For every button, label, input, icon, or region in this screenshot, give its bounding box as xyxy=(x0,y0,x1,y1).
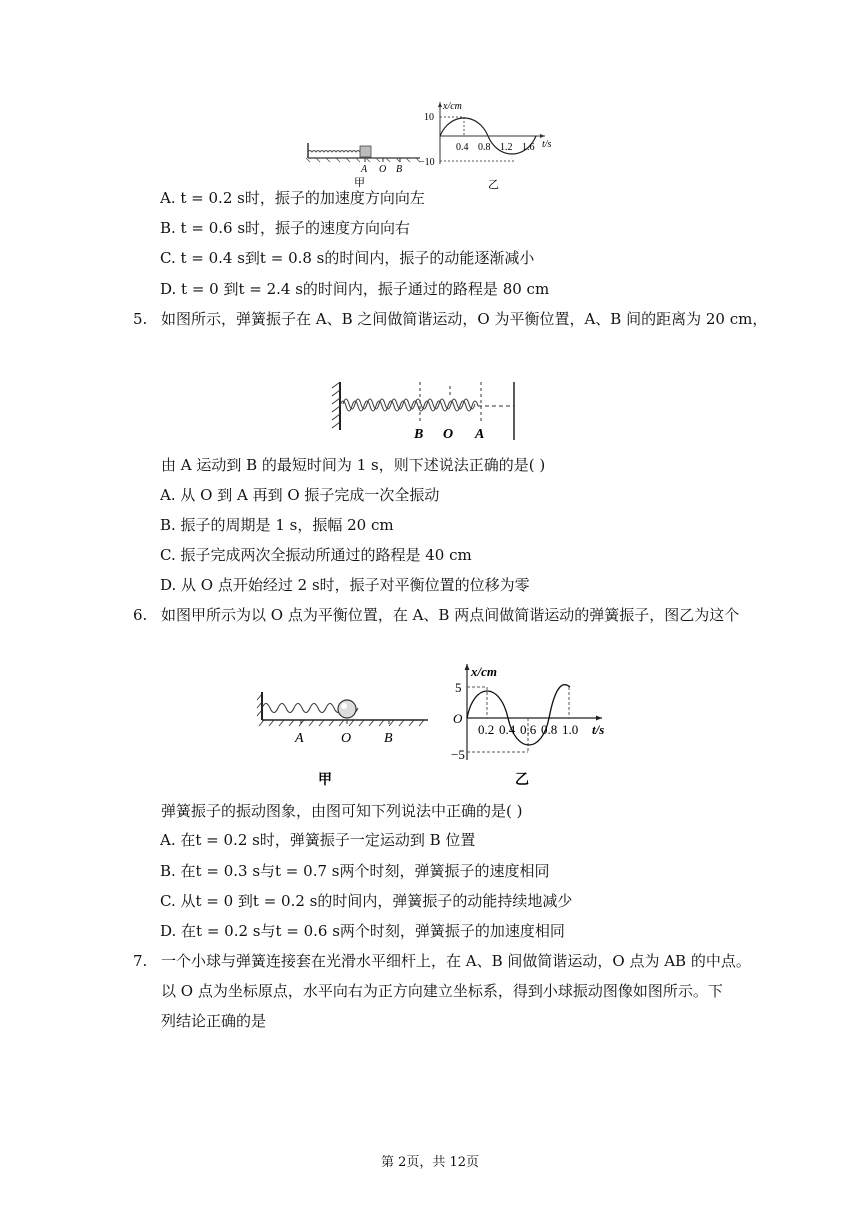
q5-stem-line1: 如图所示，弹簧振子在 A、B 之间做简谐运动，O 为平衡位置，A、B 间的距离为 20 cm， xyxy=(161,310,768,328)
q4-point-b: B xyxy=(396,164,403,175)
q4-figure-svg xyxy=(300,98,570,190)
q4-option-a: A. t = 0.2 s时，振子的加速度方向向左 xyxy=(160,189,425,207)
q4-xtick-0.4: 0.4 xyxy=(456,142,469,153)
q6-number: 6. xyxy=(133,606,148,624)
q6-graph-ylabel: x/cm xyxy=(471,664,497,679)
q4-option-d: D. t = 0 到t = 2.4 s的时间内，振子通过的路程是 80 cm xyxy=(160,280,550,298)
q6-option-d: D. 在t = 0.2 s与t = 0.6 s两个时刻，弹簧振子的加速度相同 xyxy=(160,922,565,940)
q4-xtick-1.6: 1.6 xyxy=(522,142,535,153)
q5-point-a: A xyxy=(475,427,485,442)
q5-point-o: O xyxy=(443,427,454,442)
q5-stem-line2: 由 A 运动到 B 的最短时间为 1 s，则下述说法正确的是( ) xyxy=(161,456,546,474)
q6-ytick-5: 5 xyxy=(455,680,462,695)
q6-stem-line2: 弹簧振子的振动图象，由图可知下列说法中正确的是( ) xyxy=(161,802,523,820)
q6-point-o: O xyxy=(341,731,352,746)
q6-xtick-0.4: 0.4 xyxy=(499,722,516,737)
q4-figure xyxy=(300,98,570,194)
q4-fig-right-label: 乙 xyxy=(488,179,499,190)
q7-line2: 以 O 点为坐标原点，水平向右为正方向建立坐标系，得到小球振动图像如图所示。下 xyxy=(161,982,723,1000)
q5-option-c: C. 振子完成两次全振动所通过的路程是 40 cm xyxy=(160,546,472,564)
q7-line3: 列结论正确的是 xyxy=(161,1012,267,1030)
q6-option-a: A. 在t = 0.2 s时，弹簧振子一定运动到 B 位置 xyxy=(160,831,476,849)
q6-graph-xlabel: t/s xyxy=(592,722,605,737)
q7-line1: 一个小球与弹簧连接套在光滑水平细杆上，在 A、B 间做简谐运动，O 点为 AB 的中点。 xyxy=(161,952,751,970)
q4-graph-ylabel: x/cm xyxy=(443,101,462,112)
q6-xtick-0.2: 0.2 xyxy=(478,722,495,737)
q5-option-a: A. 从 O 到 A 再到 O 振子完成一次全振动 xyxy=(160,486,440,504)
q6-fig-right-label: 乙 xyxy=(515,773,529,788)
q6-figure-svg xyxy=(252,660,612,790)
page-footer: 第 2页，共 12页 xyxy=(380,1155,480,1170)
q6-xtick-0.8: 0.8 xyxy=(541,722,558,737)
q6-xtick-0.6: 0.6 xyxy=(520,722,537,737)
q4-option-c: C. t = 0.4 s到t = 0.8 s的时间内，振子的动能逐渐减小 xyxy=(160,249,535,267)
q6-graph-origin: O xyxy=(453,711,463,726)
q5-option-b: B. 振子的周期是 1 s，振幅 20 cm xyxy=(160,516,394,534)
q6-point-a: A xyxy=(295,731,304,746)
q6-figure xyxy=(252,660,612,794)
q4-point-a: A xyxy=(361,164,368,175)
q5-option-d: D. 从 O 点开始经过 2 s时，振子对平衡位置的位移为零 xyxy=(160,576,530,594)
q4-point-o: O xyxy=(379,164,387,175)
q7-number: 7. xyxy=(133,952,148,970)
q5-figure xyxy=(328,378,528,448)
q6-option-b: B. 在t = 0.3 s与t = 0.7 s两个时刻，弹簧振子的速度相同 xyxy=(160,862,550,880)
q4-xtick-1.2: 1.2 xyxy=(500,142,513,153)
q6-option-c: C. 从t = 0 到t = 0.2 s的时间内，弹簧振子的动能持续地减少 xyxy=(160,892,573,910)
q6-point-b: B xyxy=(384,731,393,746)
q4-graph-xlabel: t/s xyxy=(542,139,552,150)
q4-ytick-neg10: −10 xyxy=(419,157,435,168)
q6-ytick-neg5: −5 xyxy=(451,747,465,762)
q6-stem-line1: 如图甲所示为以 O 点为平衡位置，在 A、B 两点间做简谐运动的弹簧振子，图乙为这个 xyxy=(161,606,740,624)
q4-xtick-0.8: 0.8 xyxy=(478,142,491,153)
q4-fig-left-label: 甲 xyxy=(354,177,365,189)
q5-figure-svg xyxy=(328,378,528,444)
q4-option-b: B. t = 0.6 s时，振子的速度方向向右 xyxy=(160,219,411,237)
q6-xtick-1.0: 1.0 xyxy=(562,722,579,737)
q6-fig-left-label: 甲 xyxy=(318,773,332,788)
q4-ytick-10: 10 xyxy=(424,112,434,123)
q5-number: 5. xyxy=(133,310,148,328)
q5-point-b: B xyxy=(414,427,424,442)
